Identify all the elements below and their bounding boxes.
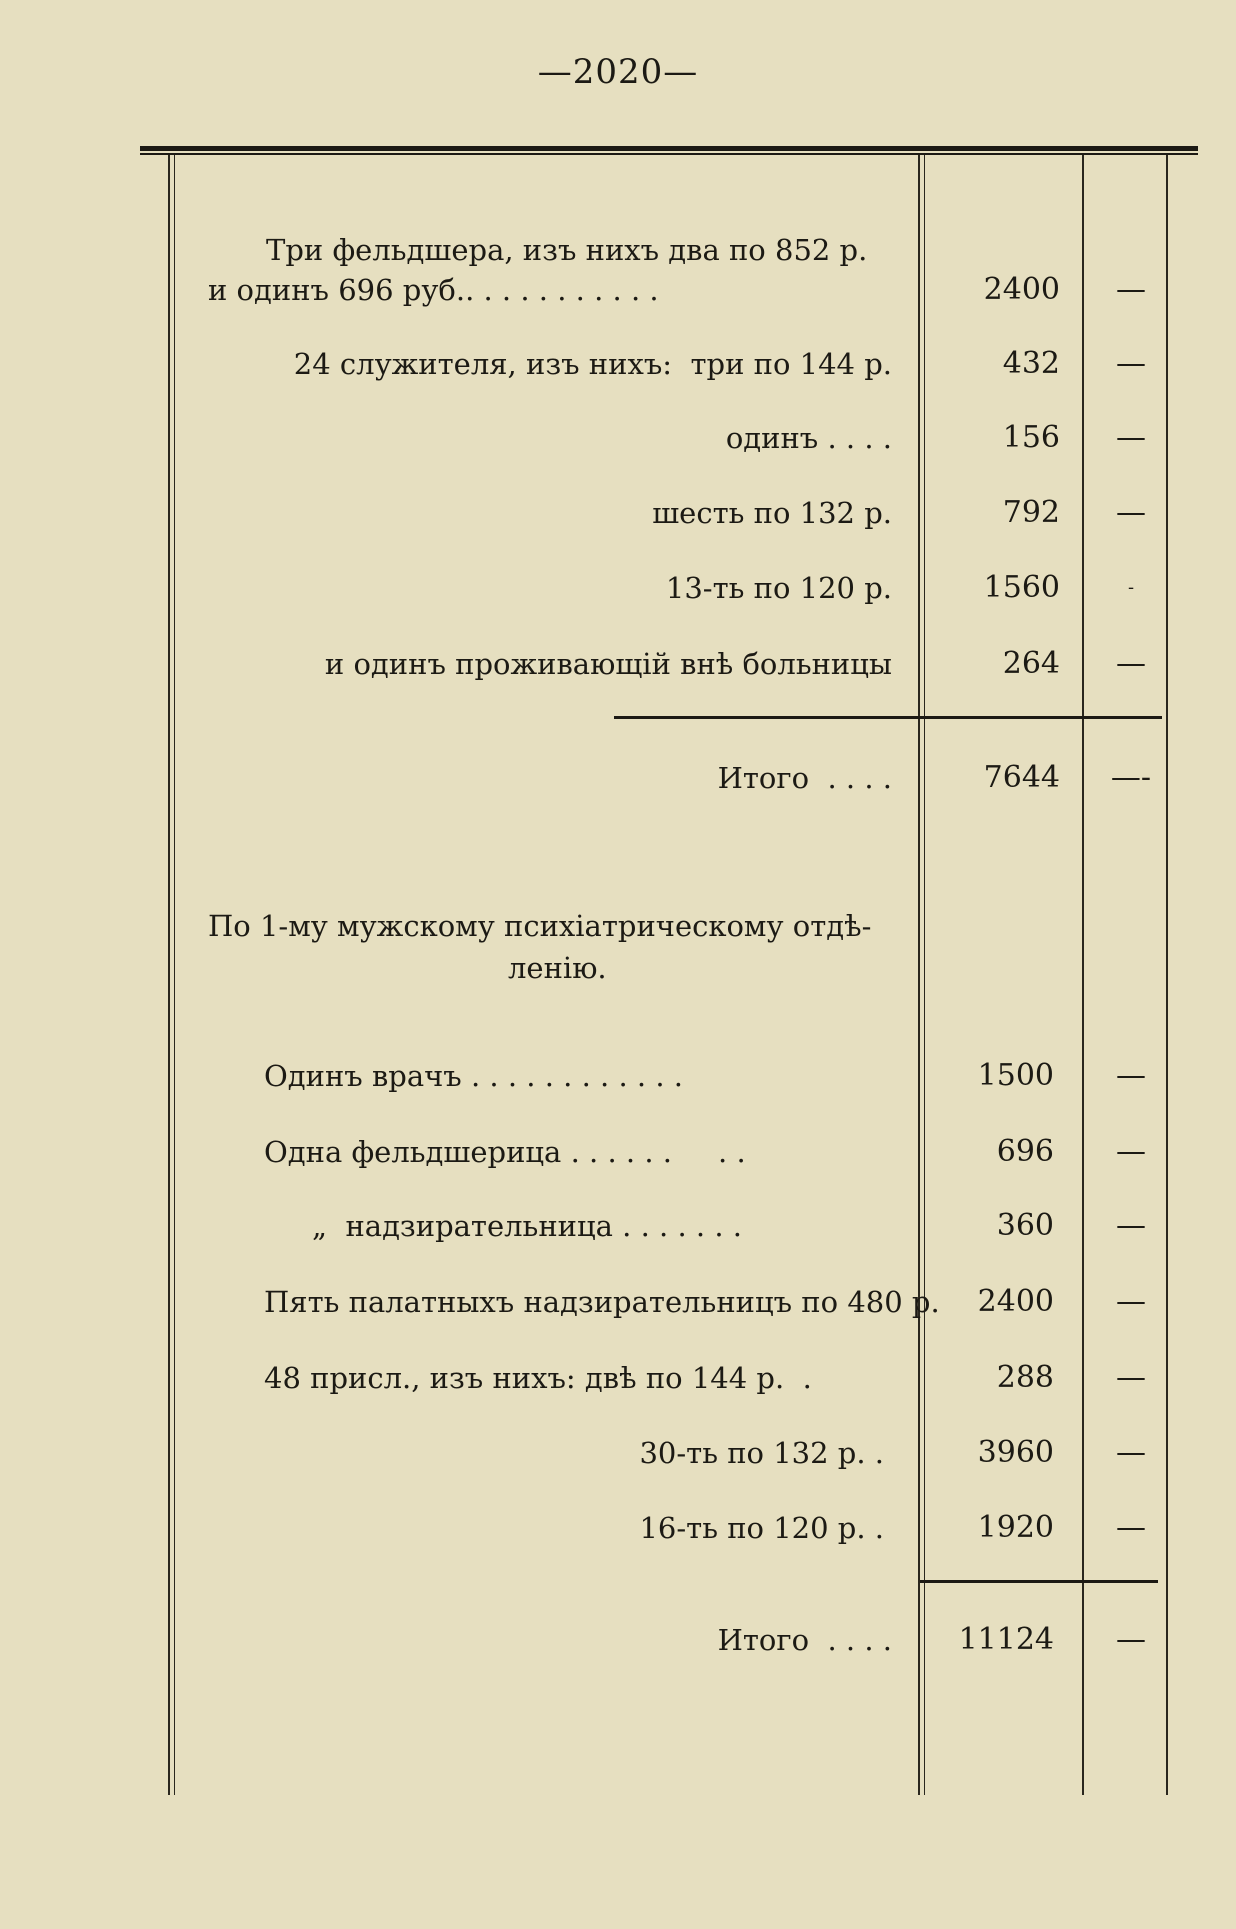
table-row bbox=[0, 1506, 1236, 1550]
row-3-dash: — bbox=[1116, 420, 1146, 455]
table-row bbox=[0, 1280, 1236, 1324]
table-row bbox=[0, 1356, 1236, 1400]
section-heading-line-1: По 1-му мужскому психіатрическому отдѣ- bbox=[208, 909, 872, 943]
row-2-dash: — bbox=[1116, 346, 1146, 381]
row-4-desc: шесть по 132 р. bbox=[652, 496, 892, 530]
s2-row-7-dash: — bbox=[1116, 1510, 1146, 1545]
table-top-rule-thin bbox=[140, 153, 1198, 155]
row-1-dash: — bbox=[1116, 272, 1146, 307]
total-row bbox=[0, 1618, 1236, 1662]
total-row bbox=[0, 756, 1236, 800]
s2-row-6-amount: 3960 bbox=[977, 1435, 1054, 1470]
table-row bbox=[0, 642, 1236, 686]
s2-row-5-amount: 288 bbox=[996, 1360, 1054, 1395]
row-4-amount: 792 bbox=[1002, 495, 1060, 530]
row-6-amount: 264 bbox=[1002, 646, 1060, 681]
table-row bbox=[0, 491, 1236, 535]
s2-row-2-amount: 696 bbox=[996, 1134, 1054, 1169]
s2-row-6-dash: — bbox=[1116, 1435, 1146, 1470]
s2-total-amount: 11124 bbox=[958, 1622, 1054, 1657]
s2-row-7-desc: 16-ть по 120 р. . bbox=[639, 1511, 884, 1545]
s2-row-4-desc: Пять палатныхъ надзирательницъ по 480 р. bbox=[264, 1285, 940, 1319]
table-row bbox=[0, 1054, 1236, 1098]
total-dash: —- bbox=[1110, 760, 1152, 795]
row-1-line-2: и одинъ 696 руб.. . . . . . . . . . . bbox=[208, 273, 659, 307]
page-number: —2020— bbox=[537, 52, 699, 92]
s2-row-3-amount: 360 bbox=[996, 1208, 1054, 1243]
row-4-dash: — bbox=[1116, 495, 1146, 530]
s2-row-3-desc: „ надзирательница . . . . . . . bbox=[312, 1209, 743, 1243]
s2-row-4-dash: — bbox=[1116, 1284, 1146, 1319]
row-1-line-1: Три фельдшера, изъ нихъ два по 852 р. bbox=[266, 233, 868, 267]
s2-row-5-desc: 48 присл., изъ нихъ: двѣ по 144 р. . bbox=[264, 1361, 812, 1395]
row-3-amount: 156 bbox=[1002, 420, 1060, 455]
table-top-rule bbox=[140, 146, 1198, 151]
row-5-desc: 13-ть по 120 р. bbox=[665, 571, 892, 605]
row-2-desc: 24 служителя, изъ нихъ: три по 144 р. bbox=[293, 347, 892, 381]
s2-row-3-dash: — bbox=[1116, 1208, 1146, 1243]
total-amount: 7644 bbox=[983, 760, 1060, 795]
table-row bbox=[0, 342, 1236, 386]
s2-row-1-desc: Одинъ врачъ . . . . . . . . . . . . bbox=[264, 1059, 683, 1093]
total-label: Итого . . . . bbox=[717, 761, 892, 795]
s2-row-4-amount: 2400 bbox=[977, 1284, 1054, 1319]
row-6-desc: и одинъ проживающій внѣ больницы bbox=[324, 647, 892, 681]
table-row bbox=[0, 566, 1236, 610]
row-1-amount: 2400 bbox=[983, 272, 1060, 307]
row-3-desc: одинъ . . . . bbox=[725, 421, 892, 455]
s2-row-2-dash: — bbox=[1116, 1134, 1146, 1169]
s2-total-dash: — bbox=[1116, 1622, 1146, 1657]
s2-row-6-desc: 30-ть по 132 р. . bbox=[639, 1436, 884, 1470]
table-row bbox=[0, 416, 1236, 460]
row-2-amount: 432 bbox=[1002, 346, 1060, 381]
section-heading-line-2: ленію. bbox=[508, 951, 607, 985]
s2-row-1-amount: 1500 bbox=[977, 1058, 1054, 1093]
row-6-dash: — bbox=[1116, 646, 1146, 681]
table-row bbox=[0, 1431, 1236, 1475]
s2-total-label: Итого . . . . bbox=[717, 1623, 892, 1657]
s2-row-7-amount: 1920 bbox=[977, 1510, 1054, 1545]
table-row bbox=[0, 1204, 1236, 1248]
s2-row-5-dash: — bbox=[1116, 1360, 1146, 1395]
s2-row-1-dash: — bbox=[1116, 1058, 1146, 1093]
subtotal-rule-2 bbox=[920, 1580, 1158, 1583]
row-5-amount: 1560 bbox=[983, 570, 1060, 605]
subtotal-rule bbox=[614, 716, 1162, 719]
s2-row-2-desc: Одна фельдшерица . . . . . . . . bbox=[264, 1135, 746, 1169]
row-5-dash: - bbox=[1127, 577, 1135, 598]
table-row bbox=[0, 1130, 1236, 1174]
